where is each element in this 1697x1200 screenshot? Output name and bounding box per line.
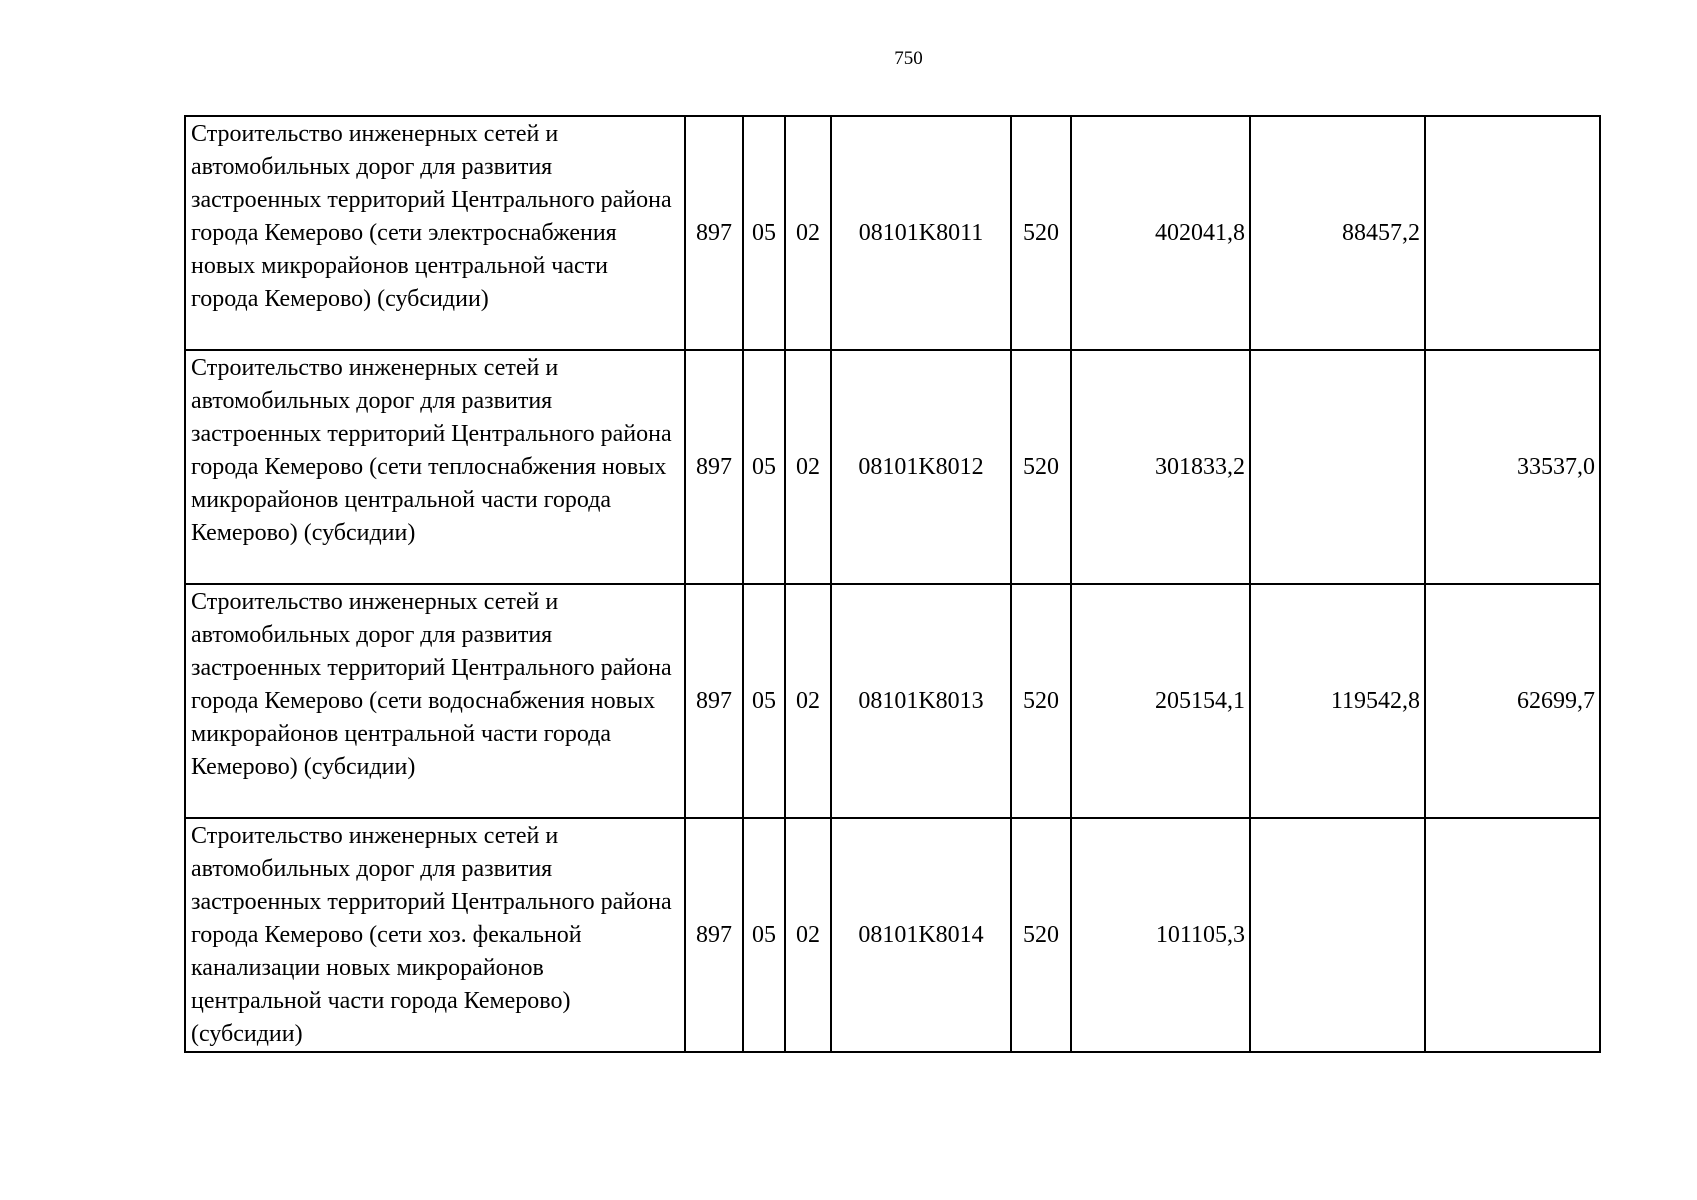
amount-2: 88457,2 (1250, 116, 1425, 350)
budget-table (184, 115, 1601, 1053)
expense-type-code: 520 (1011, 584, 1071, 818)
amount-2: 119542,8 (1250, 584, 1425, 818)
amount-3: 33537,0 (1425, 350, 1600, 584)
amount-2 (1250, 818, 1425, 1052)
subsection-code: 02 (785, 818, 831, 1052)
amount-2 (1250, 350, 1425, 584)
amount-1: 205154,1 (1071, 584, 1250, 818)
subsection-code: 02 (785, 584, 831, 818)
section-code: 05 (743, 116, 785, 350)
amount-3 (1425, 818, 1600, 1052)
target-article-code: 08101K8011 (831, 116, 1011, 350)
expense-type-code: 520 (1011, 116, 1071, 350)
expense-type-code: 520 (1011, 818, 1071, 1052)
amount-1: 101105,3 (1071, 818, 1250, 1052)
row-description: Строительство инженерных сетей и автомобильных дорог для развития застроенных территорий Центрального района города Кемерово (сети электроснабжения новых микрорайонов центральной части города Кемерово) (субсидии) (185, 116, 685, 350)
amount-1: 402041,8 (1071, 116, 1250, 350)
row-description: Строительство инженерных сетей и автомобильных дорог для развития застроенных территорий Центрального района города Кемерово (сети теплоснабжения новых микрорайонов центральной части города Кемерово) (субсидии) (185, 350, 685, 584)
expense-type-code: 520 (1011, 350, 1071, 584)
table-row (185, 818, 1600, 1052)
target-article-code: 08101K8013 (831, 584, 1011, 818)
ministry-code: 897 (685, 350, 743, 584)
ministry-code: 897 (685, 818, 743, 1052)
subsection-code: 02 (785, 116, 831, 350)
table-row (185, 584, 1600, 818)
section-code: 05 (743, 584, 785, 818)
ministry-code: 897 (685, 116, 743, 350)
ministry-code: 897 (685, 584, 743, 818)
page-number: 750 (894, 48, 923, 69)
amount-3: 62699,7 (1425, 584, 1600, 818)
target-article-code: 08101K8012 (831, 350, 1011, 584)
subsection-code: 02 (785, 350, 831, 584)
table-row (185, 116, 1600, 350)
section-code: 05 (743, 818, 785, 1052)
section-code: 05 (743, 350, 785, 584)
table-row (185, 350, 1600, 584)
target-article-code: 08101K8014 (831, 818, 1011, 1052)
row-description: Строительство инженерных сетей и автомобильных дорог для развития застроенных территорий Центрального района города Кемерово (сети водоснабжения новых микрорайонов центральной части города Кемерово) (субсидии) (185, 584, 685, 818)
amount-1: 301833,2 (1071, 350, 1250, 584)
amount-3 (1425, 116, 1600, 350)
row-description: Строительство инженерных сетей и автомобильных дорог для развития застроенных территорий Центрального района города Кемерово (сети хоз. фекальной канализации новых микрорайонов центральной части города Кемерово) (субсидии) (185, 818, 685, 1052)
